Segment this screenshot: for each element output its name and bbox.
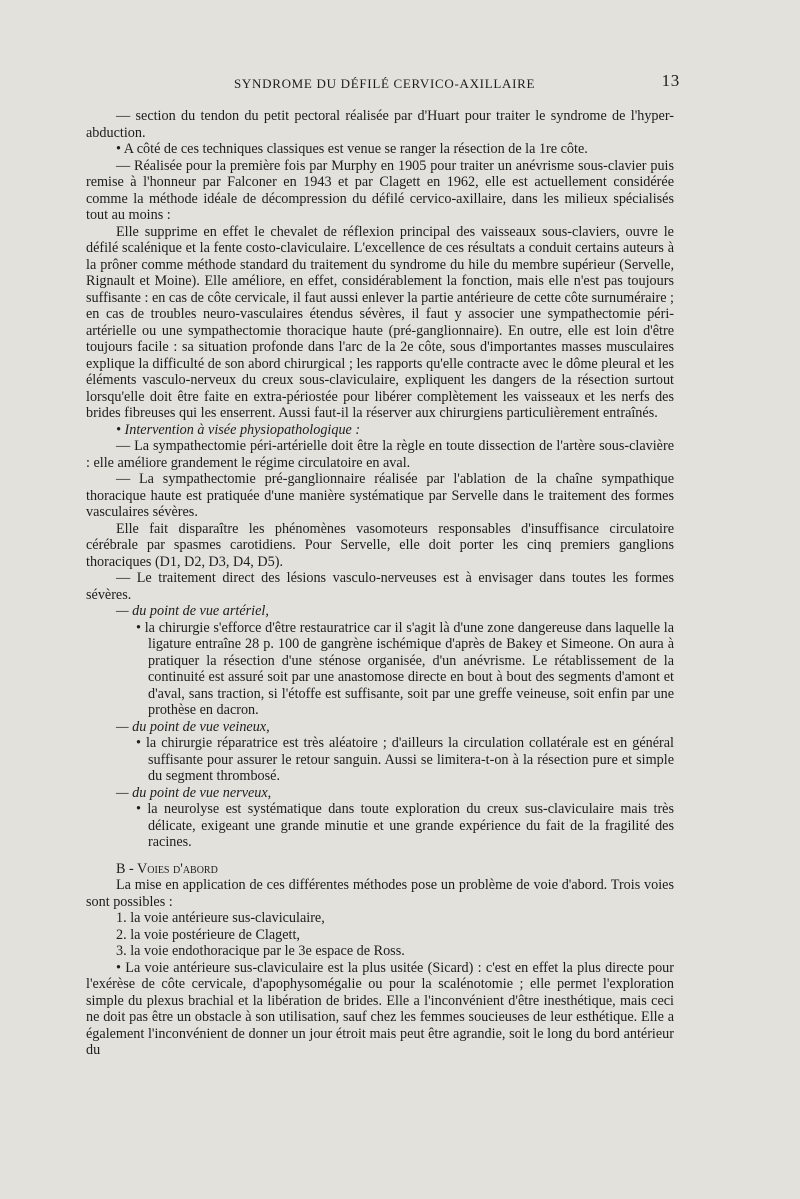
paragraph: — La sympathectomie péri-artérielle doit être la règle en toute dissection de l'artère sous-clavière : elle améliore grandement le régime circulatoire en aval. <box>86 438 674 471</box>
list-item: 3. la voie endothoracique par le 3e espace de Ross. <box>116 943 405 959</box>
paragraph: — La sympathectomie pré-ganglionnaire réalisée par l'ablation de la chaîne sympathique thoracique haute est pratiquée d'une manière systématique par Servelle dans le traitement des formes vasculaires sévères. <box>86 471 674 520</box>
body-text <box>86 108 674 1059</box>
sub-heading: — du point de vue artériel, <box>116 603 269 619</box>
paragraph: — section du tendon du petit pectoral réalisée par d'Huart pour traiter le syndrome de l'hyper-abduction. <box>86 108 674 141</box>
paragraph: — Réalisée pour la première fois par Murphy en 1905 pour traiter un anévrisme sous-clavier puis remise à l'honneur par Falconer en 1943 et par Clagett en 1962, elle est actuellement considérée comme la méthode idéale de décompression du défilé cervico-axillaire, dans les milieux spécialisés tout au moins : <box>86 157 674 223</box>
paragraph: • La voie antérieure sus-claviculaire est la plus usitée (Sicard) : c'est en effet la plus directe pour l'exérèse de côte cervicale, d'apophysomégalie ou pour la scalénotomie ; elle permet l'exploration simple du plexus brachial et la libération de brides. Elle a l'inconvénient d'être inesthétique, mais ceci ne doit pas être un obstacle à son utilisation, sauf chez les femmes soucieuses de leur esthétique. Elle a également l'inconvénient de donner un jour étroit mais peut être agrandie, soit le long du bord antérieur du <box>86 959 674 1058</box>
list-item: 2. la voie postérieure de Clagett, <box>116 926 300 943</box>
page-number: 13 <box>661 71 680 90</box>
bullet-item: • la chirurgie réparatrice est très aléatoire ; d'ailleurs la circulation collatérale est en général suffisante pour assurer le retour sanguin. Aussi se limitera-t-on à la résection pure et simple du segment thrombosé. <box>136 735 674 784</box>
paragraph: • A côté de ces techniques classiques est venue se ranger la résection de la 1re côte. <box>116 141 588 157</box>
paragraph: Elle fait disparaître les phénomènes vasomoteurs responsables d'insuffisance circulatoire cérébrale par spasmes carotidiens. Pour Servelle, elle doit porter les cinq premiers ganglions thoraciques (D1, D2, D3, D4, D5). <box>86 520 674 570</box>
paragraph: — Le traitement direct des lésions vasculo-nerveuses est à envisager dans toutes les formes sévères. <box>86 570 674 603</box>
running-title: SYNDROME DU DÉFILÉ CERVICO-AXILLAIRE <box>234 76 536 91</box>
bullet-item: • la neurolyse est systématique dans toute exploration du creux sus-claviculaire mais très délicate, exigeant une grande minutie et une grande expérience du fait de la fragilité des racines. <box>136 801 674 850</box>
section-heading: B - Voies d'abord <box>116 860 218 877</box>
sub-heading: — du point de vue veineux, <box>116 718 270 735</box>
list-item: 1. la voie antérieure sus-claviculaire, <box>116 910 325 926</box>
sub-heading: — du point de vue nerveux, <box>116 784 272 801</box>
bullet-item: • la chirurgie s'efforce d'être restauratrice car il s'agit là d'une zone dangereuse dans laquelle la ligature entraîne 28 p. 100 de gangrène ischémique d'après de Bakey et Simeone. On aura à pratiquer la résection d'une sténose organisée, d'un anévrisme. Le rétablissement de la continuité est assuré soit par une anastomose directe en bout à bout des segments d'amont et d'aval, sans traction, si l'étoffe est suffisante, soit par une greffe veineuse, soit enfin par une prothèse en dacron. <box>136 619 674 718</box>
section-heading: • Intervention à visée physiopathologique : <box>116 421 361 438</box>
paragraph: La mise en application de ces différentes méthodes pose un problème de voie d'abord. Trois voies sont possibles : <box>86 877 674 910</box>
paragraph: Elle supprime en effet le chevalet de réflexion principal des vaisseaux sous-claviers, ouvre le défilé scalénique et la fente costo-claviculaire. L'excellence de ces résultats a conduit certains auteurs à la prôner comme méthode standard du traitement du syndrome du hile du membre supérieur (Servelle, Rignault et Moine). Elle améliore, en effet, considérablement la fonction, mais elle n'est pas toujours suffisante : en cas de côte cervicale, il faut aussi enlever la partie antérieure de cette côte surnuméraire ; en cas de troubles neuro-vasculaires étendus sévères, il faut y associer une sympathectomie péri-artérielle ou une sympathectomie thoracique haute (pré-ganglionnaire). En outre, elle est loin d'être toujours facile : sa situation profonde dans l'arc de la 2e côte, sous d'importantes masses musculaires explique la difficulté de son abord chirurgical ; les rapports qu'elle contracte avec le dôme pleural et les éléments vasculo-nerveux du creux sous-claviculaire, expliquent les dangers de la résection surtout lorsqu'elle doit être faite en extra-périostée pour libérer complètement les vaisseaux et les nerfs des brides fibreuses qui les enserrent. Aussi faut-il la réserver aux chirurgiens particulièrement entraînés. <box>86 223 674 421</box>
